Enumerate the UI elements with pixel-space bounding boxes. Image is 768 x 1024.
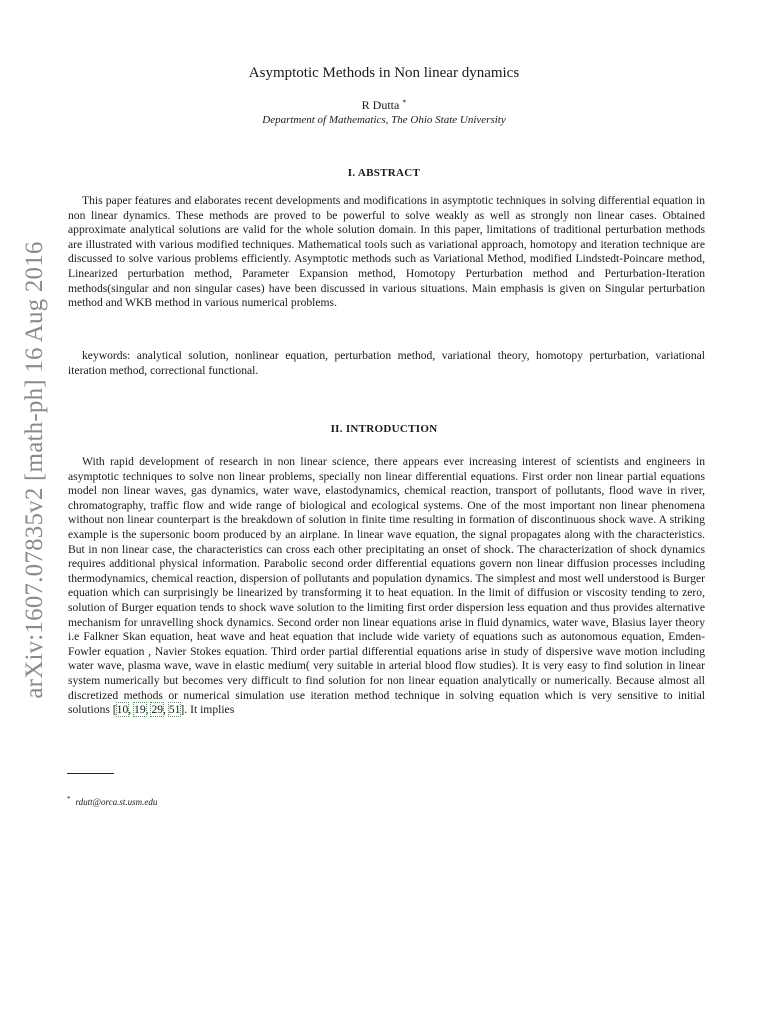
citation-link[interactable]: 19 (134, 703, 146, 717)
introduction-paragraph: With rapid development of research in non linear science, there appears ever increasing interest of scientists and engineers in asymptotic techniques to solve non linear problems, specially non linear differential equations. First order non linear partial equations model non linear waves, gas dynamics, water wave, elastodynamics, chemical reaction, transport of pollutants, flood wave in river, chromatography, traffic flow and wide range of biological and ecological systems. One of the most important non linear phenomena without non linear counterpart is the breakdown of solution in finite time resulting in formation of discontinuous shock wave. A striking example is the supersonic boom produced by an airplane. In linear wave equation, the signal propagates along with the characteristics. But in non linear case, the characteristics can cross each other precipitating an onset of shock. The characterization of shock dynamics requires additional physical information. Parabolic second order differential equations govern non linear diffusion processes including thermodynamics, chemical reaction, dispersion of pollutants and population dynamics. The simplest and most well understood is Burger equation which can surprisingly be linearized by transforming it to heat equation. In the limit of diffusion or viscosity tending to zero, solution of Burger equation tends to shock wave solution to the limiting first order dispersion less equation and thus provides alternative mechanism for unravelling shock dynamics. Second order non linear equations arise in fluid dynamics, water wave, Blasius layer theory i.e Falkner Skan equation, heat wave and heat equation that include wide variety of equations such as autonomous equation, Emden-Fowler equation , Navier Stokes equation. Third order partial differential equations arise in study of dispersive wave motion including water wave, plasma wave, wave in elastic medium( very suitable in arterial blood flow studies). It is very easy to find solution in linear system numerically but becomes very difficult to find solution for non linear equation analytically or numerically. Because almost all discretized methods or numerical simulation use iteration method technique in solving equation which is very sensitive to initial solutions [10, 19, 29, 51]. It implies (68, 455, 705, 717)
abstract-heading: I. ABSTRACT (347, 167, 421, 179)
citation-link[interactable]: 29 (151, 703, 164, 717)
keywords-paragraph: keywords: analytical solution, nonlinear equation, perturbation method, variational theory, homotopy perturbation, variational iteration method, correctional functional. (68, 349, 705, 377)
citation-link[interactable]: 10 (116, 703, 129, 717)
citation-link[interactable]: 51 (168, 703, 181, 717)
author-email[interactable]: rdutt@orca.st.usm.edu (75, 797, 158, 807)
introduction-body: With rapid development of research in non linear science, there appears ever increasing interest of scientists and engineers in asymptotic techniques to solve non linear problems, specially non linear differential equations. First order non linear partial equations model non linear waves, gas dynamics, water wave, elastodynamics, chemical reaction, transport of pollutants, flood wave in river, chromatography, traffic flow and wide range of biological and ecological systems. One of the most important non linear phenomena without non linear counterpart is the breakdown of solution in finite time resulting in formation of discontinuous shock wave. A striking example is the supersonic boom produced by an airplane. In linear wave equation, the signal propagates along with the characteristics. But in non linear case, the characteristics can cross each other precipitating an onset of shock. The characterization of shock dynamics requires additional physical information. Parabolic second order differential equations govern non linear diffusion processes including thermodynamics, chemical reaction, dispersion of pollutants and population dynamics. The simplest and most well understood is Burger equation which can surprisingly be linearized by transforming it to heat equation. In the limit of diffusion or viscosity tending to zero, solution of Burger equation tends to shock wave solution to the limiting first order dispersion less equation and thus provides alternative mechanism for unravelling shock dynamics. Second order non linear equations arise in fluid dynamics, water wave, Blasius layer theory i.e Falkner Skan equation, heat wave and heat equation that include wide variety of equations such as autonomous equation, Emden-Fowler equation , Navier Stokes equation. Third order partial differential equations arise in study of dispersive wave motion including water wave, plasma wave, wave in elastic medium( very suitable in arterial blood flow studies). It is very easy to find solution in linear system numerically but becomes very difficult to find solution for non linear equation analytically or numerically. Because almost all discretized methods or numerical simulation use iteration method technique in solving equation which is very sensitive to initial solutions (68, 455, 705, 717)
author-affiliation: Department of Mathematics, The Ohio State University (262, 114, 506, 126)
arxiv-identifier: arXiv:1607.07835v2 [math-ph] 16 Aug 2016 (21, 241, 48, 699)
abstract-paragraph: This paper features and elaborates recent developments and modifications in asymptotic techniques in solving differential equation in non linear dynamics. These methods are proved to be powerful to solve weakly as well as strongly non linear cases. Obtained approximate analytical solutions are valid for the whole solution domain. In this paper, limitations of traditional perturbation methods are illustrated with various modified techniques. Mathematical tools such as variational approach, homotopy and iteration technique are discussed to solve various problems efficiently. Asymptotic methods such as Variational Method, modified Lindstedt-Poincare method, Linearized perturbation method, Parameter Expansion method, Homotopy Perturbation method and Perturbation-Iteration methods(singular and non singular cases) have been discussed in various situations. Main emphasis is given on Singular perturbation method and WKB method in various numerical problems. (68, 194, 705, 310)
author-name: R Dutta (361, 98, 400, 112)
footnote-divider (67, 773, 114, 774)
citation-close-bracket: ] (180, 703, 185, 717)
footnote (67, 795, 157, 807)
arxiv-sidebar-stamp (10, 230, 60, 710)
footnote-marker: * (67, 795, 71, 803)
author-line (0, 98, 768, 113)
introduction-heading: II. INTRODUCTION (330, 423, 438, 435)
citation-open-bracket: [ (112, 703, 117, 717)
paper-title: Asymptotic Methods in Non linear dynamics (248, 65, 520, 81)
introduction-tail: . It implies (184, 703, 235, 717)
author-footnote-marker[interactable]: * (402, 98, 407, 107)
